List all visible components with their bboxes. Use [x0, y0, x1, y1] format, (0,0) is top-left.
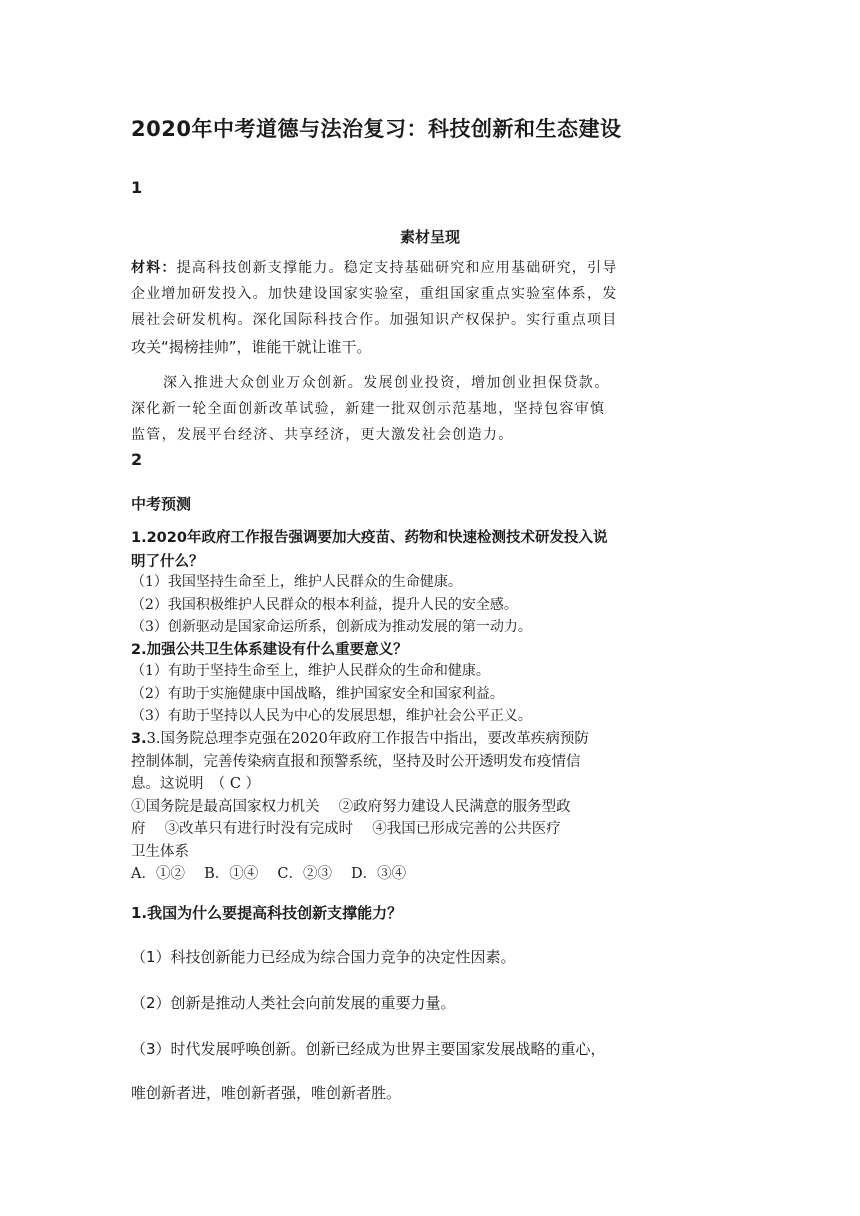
- question-3-option-line: 卫生体系: [131, 843, 189, 860]
- question-4-answer-2: （2）创新是推动人类社会向前发展的重要力量。: [131, 994, 456, 1012]
- answer-item: （2）有助于实施健康中国战略，维护国家安全和国家利益。: [131, 685, 504, 702]
- material-line-3: 展社会研发机构。深化国际科技合作。加强知识产权保护。实行重点项目: [131, 312, 618, 328]
- question-2-answers: [131, 660, 731, 728]
- answer-item: （2）我国积极维护人民群众的根本利益，提升人民的安全感。: [131, 596, 518, 613]
- answer-item: （1）有助于坚持生命至上，维护人民群众的生命和健康。: [131, 663, 490, 679]
- question-3-choices: A．①② B．①④ C．②③ D．③④: [131, 866, 407, 882]
- question-4: 1.我国为什么要提高科技创新支撑能力？: [131, 904, 403, 922]
- question-3-option-line: ①国务院是最高国家权力机关 ②政府努力建设人民满意的服务型政: [131, 798, 571, 815]
- question-3-option-line: 府 ③改革只有进行时没有完成时 ④我国已形成完善的公共医疗: [131, 821, 561, 837]
- answer-item: （1）我国坚持生命至上，维护人民群众的生命健康。: [131, 574, 462, 590]
- question-1-answers: [131, 571, 731, 639]
- question-1-line-2: 明了什么？: [131, 554, 204, 570]
- forecast-heading: 中考预测: [131, 495, 192, 513]
- material-p2-line-1: 深入推进大众创业万众创新。发展创业投资，增加创业担保贷款。: [163, 375, 610, 391]
- question-3-line: 3.3.国务院总理李克强在2020年政府工作报告中指出，要改革疾病预防: [131, 731, 589, 747]
- answer-item: （3）有助于坚持以人民为中心的发展思想，维护社会公平正义。: [131, 708, 532, 724]
- question-2: 2.加强公共卫生体系建设有什么重要意义？: [131, 642, 408, 658]
- section-number-1: 1: [131, 178, 143, 197]
- page-title: 2020年中考道德与法治复习：科技创新和生态建设: [131, 117, 622, 141]
- question-4-answer-3: （3）时代发展呼唤创新。创新已经成为世界主要国家发展战略的重心，: [131, 1040, 606, 1058]
- material-heading: 素材呈现: [399, 228, 460, 246]
- question-3: [131, 728, 731, 886]
- question-4-answer-1: （1）科技创新能力已经成为综合国力竞争的决定性因素。: [131, 948, 516, 966]
- answer-item: （3）创新驱动是国家命运所系，创新成为推动发展的第一动力。: [131, 619, 532, 635]
- material-line-2: 企业增加研发投入。加快建设国家实验室，重组国家重点实验室体系，发: [131, 286, 618, 302]
- question-3-line: 控制体制，完善传染病直报和预警系统，坚持及时公开透明发布疫情信: [131, 753, 581, 770]
- material-label: 材料：: [131, 260, 177, 276]
- material-p2-line-3: 监管，发展平台经济、共享经济，更大激发社会创造力。: [131, 427, 514, 443]
- material-p2-line-2: 深化新一轮全面创新改革试验，新建一批双创示范基地，坚持包容审慎: [131, 401, 606, 417]
- question-4-answer-3-cont: 唯创新者进，唯创新者强，唯创新者胜。: [131, 1084, 402, 1102]
- section-number-2: 2: [131, 450, 143, 469]
- material-line-4: 攻关“揭榜挂帅”，谁能干就让谁干。: [131, 338, 372, 356]
- material-line-1: 材料：提高科技创新支撑能力。稳定支持基础研究和应用基础研究，引导: [131, 260, 618, 276]
- question-1-line-1: 1.2020年政府工作报告强调要加大疫苗、药物和快速检测技术研发投入说: [131, 530, 608, 546]
- question-3-line: 息。这说明 （ C ）: [131, 776, 261, 792]
